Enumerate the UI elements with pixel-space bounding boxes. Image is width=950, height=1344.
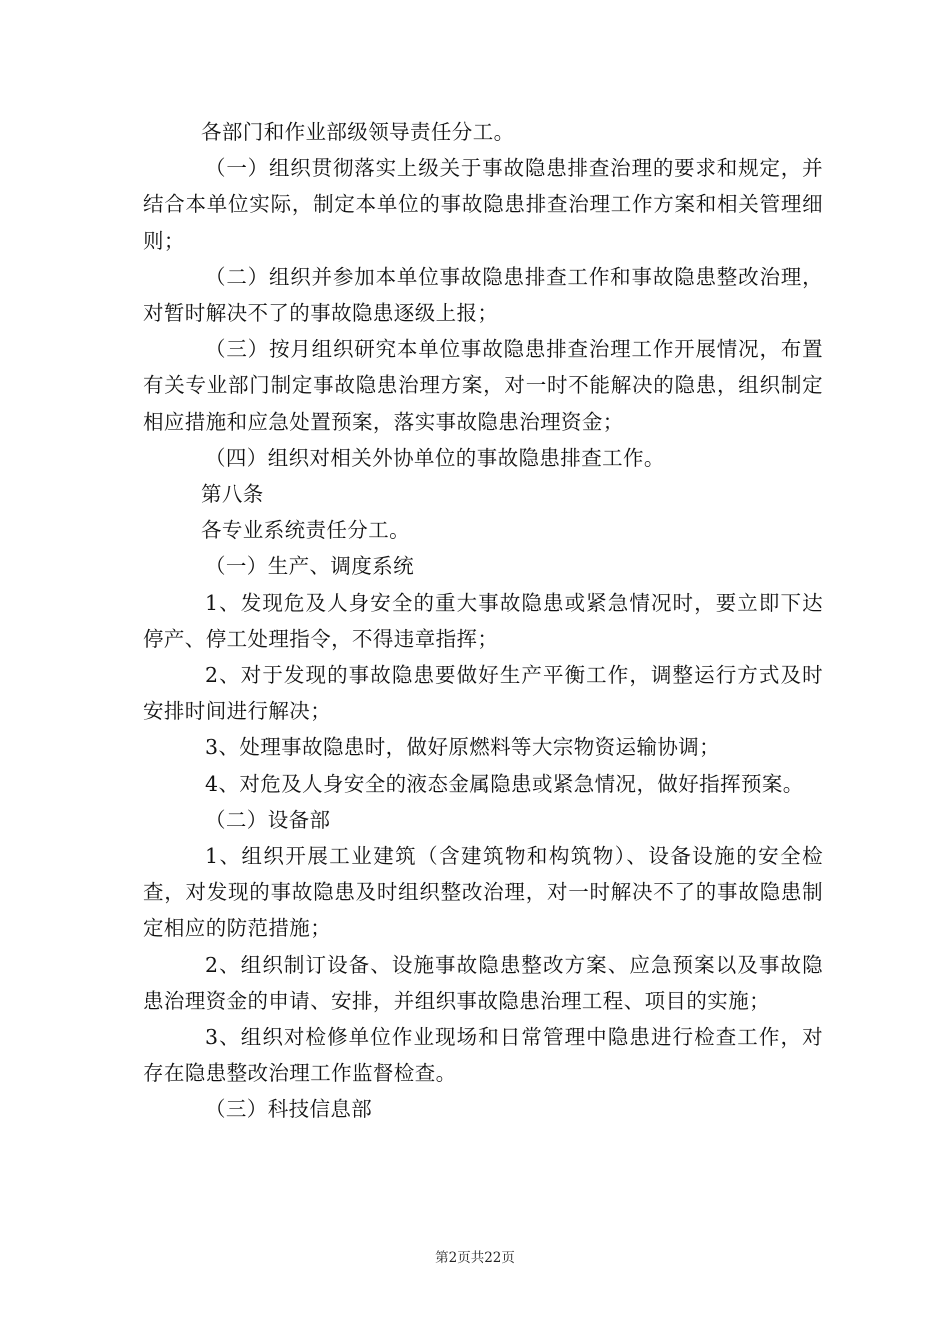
paragraph-equipment-1: 1、组织开展工业建筑（含建筑物和构筑物）、设备设施的安全检查，对发现的事故隐患及时组织整改治理，对一时解决不了的事故隐患制定相应的防范措施； [143,844,823,941]
page-number-label: 第2页共22页 [435,1250,515,1266]
paragraph-item-3: （三）按月组织研究本单位事故隐患排查治理工作开展情况，布置有关专业部门制定事故隐患治理方案，对一时不能解决的隐患，组织制定相应措施和应急处置预案，落实事故隐患治理资金； [143,337,823,434]
section-heading-production: （一）生产、调度系统 [205,554,414,579]
paragraph-production-2: 2、对于发现的事故隐患要做好生产平衡工作，调整运行方式及时安排时间进行解决； [143,663,823,724]
paragraph-production-1: 1、发现危及人身安全的重大事故隐患或紧急情况时，要立即下达停产、停工处理指令，不得违章指挥； [143,590,823,651]
paragraph-section-intro: 各专业系统责任分工。 [201,518,410,543]
paragraph-intro: 各部门和作业部级领导责任分工。 [201,120,515,144]
article-heading: 第八条 [201,482,264,507]
paragraph-production-3: 3、处理事故隐患时，做好原燃料等大宗物资运输协调； [205,735,721,760]
paragraph-item-2: （二）组织并参加本单位事故隐患排查工作和事故隐患整改治理，对暂时解决不了的事故隐患逐级上报； [143,264,823,326]
paragraph-production-4: 4、对危及人身安全的液态金属隐患或紧急情况，做好指挥预案。 [205,771,804,796]
paragraph-item-4: （四）组织对相关外协单位的事故隐患排查工作。 [205,445,665,470]
section-heading-tech-info: （三）科技信息部 [205,1097,373,1122]
section-heading-equipment: （二）设备部 [205,807,331,832]
paragraph-equipment-2: 2、组织制订设备、设施事故隐患整改方案、应急预案以及事故隐患治理资金的申请、安排，并组织事故隐患治理工程、项目的实施； [143,952,823,1013]
page-footer [0,1246,950,1266]
document-body [143,114,823,1128]
paragraph-equipment-3: 3、组织对检修单位作业现场和日常管理中隐患进行检查工作，对存在隐患整改治理工作监督检查。 [143,1025,823,1086]
paragraph-item-1: （一）组织贯彻落实上级关于事故隐患排查治理的要求和规定，并结合本单位实际，制定本单位的事故隐患排查治理工作方案和相关管理细则； [143,156,823,253]
